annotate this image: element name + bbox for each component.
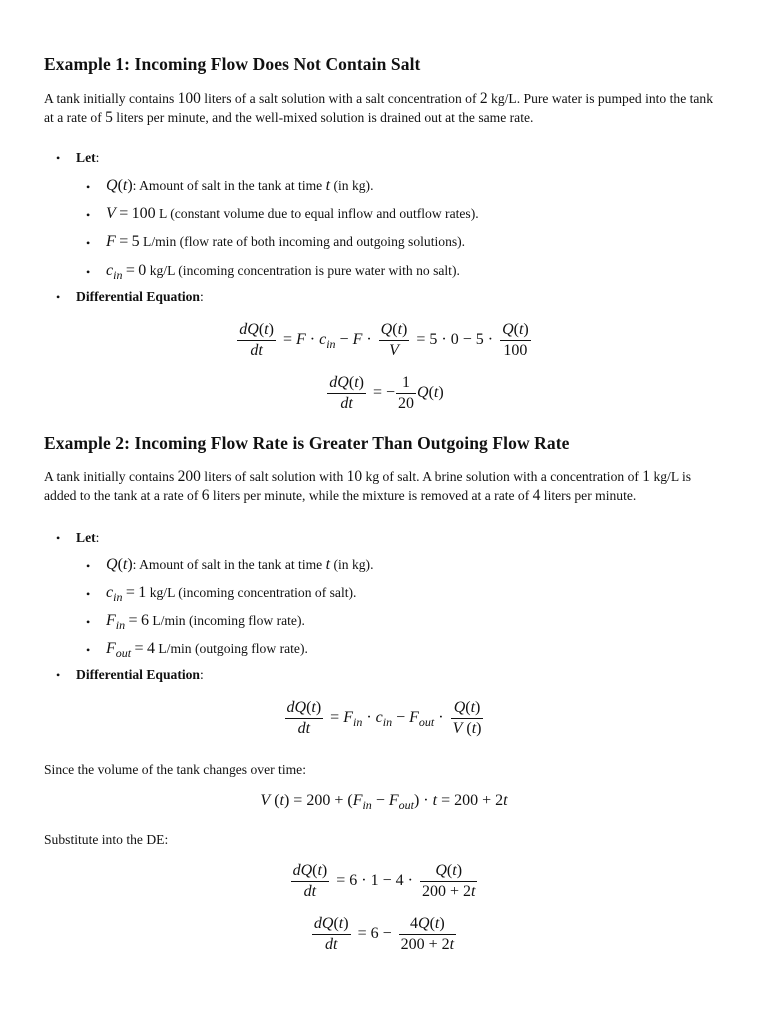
bullet-icon: • [56,531,61,545]
example1-let: Let: [76,150,100,165]
bullet-icon: • [86,265,91,279]
example2-item-fin: Fin = 6 L/min (incoming flow rate). [106,612,305,632]
example2-item-c: cin = 1 kg/L (incoming concentration of salt). [106,584,357,604]
bullet-icon: • [86,208,91,222]
example2-equation-3: $\frac{dQ(t)}{dt}$ = 6 − $\frac{4Q(t)}{200 + 2t}$ [313,915,455,953]
bullet-icon: • [86,180,91,194]
example2-item-fout: Fout = 4 L/min (outgoing flow rate). [106,640,308,660]
bullet-icon: • [86,643,91,657]
example1-item-f: F = 5 L/min (flow rate of both incoming and outgoing solutions). [106,233,466,250]
example2-de-label: Differential Equation: [76,667,204,682]
example2-equation-1: $\frac{dQ(t)}{dt}$ = $F_{in} \cdot c_{in} - F_{out}$ · $\frac{Q(t)}{V (t)}$ [286,699,482,737]
bullet-icon: • [86,615,91,629]
example2-equation-2: $\frac{dQ(t)}{dt}$ = 6 · 1 − 4 · $\frac{Q(t)}{200 + 2t}$ [292,862,476,900]
bullet-icon: • [56,151,61,165]
example1-de-label: Differential Equation: [76,289,204,304]
example2-let: Let: [76,530,100,545]
example2-heading: Example 2: Incoming Flow Rate is Greater Than Outgoing Flow Rate [44,433,570,453]
example1-item-q: Q(t): Amount of salt in the tank at time t (in kg). [106,177,374,194]
bullet-icon: • [56,668,61,682]
bullet-icon: • [86,236,91,250]
example2-volume-equation: V $(t) = 200 + (F_{in} - F_{out}) \cdot t = 200 + 2t$ [260,792,508,812]
example1-item-v: V = 100 L (constant volume due to equal inflow and outflow rates). [106,205,479,222]
example2-volume-note: Since the volume of the tank changes over time: [44,762,306,777]
example1-equation-1: $\frac{dQ(t)}{dt}$ = $F \cdot c_{in} - F$ · $\frac{Q(t)}{V}$ = 5 · 0 − 5 · $\frac{Q(t)}{100}$ [239,321,529,359]
example1-intro: A tank initially contains 100 liters of a salt solution with a salt concentration of 2 kg/L. Pure water is pumped into the tank at a rate of 5 liters per minute, and the well-mixed solution is drained out at the same rate. [44,90,714,126]
example2-substitute-note: Substitute into the DE: [44,832,169,847]
example1-equation-2: $\frac{dQ(t)}{dt}$ = − $\frac{1}{20}$ Q(t) [329,374,444,412]
example1-item-c: cin = 0 kg/L (incoming concentration is pure water with no salt). [106,262,460,282]
example2-intro: A tank initially contains 200 liters of salt solution with 10 kg of salt. A brine solution with a concentration of 1 kg/L is added to the tank at a rate of 6 liters per minute, while the mixture is removed at a rate of 4 liters per minute. [44,468,692,504]
bullet-icon: • [86,559,91,573]
example1-heading: Example 1: Incoming Flow Does Not Contain Salt [44,54,421,74]
bullet-icon: • [86,587,91,601]
bullet-icon: • [56,290,61,304]
example2-item-q: Q(t): Amount of salt in the tank at time t (in kg). [106,556,374,573]
